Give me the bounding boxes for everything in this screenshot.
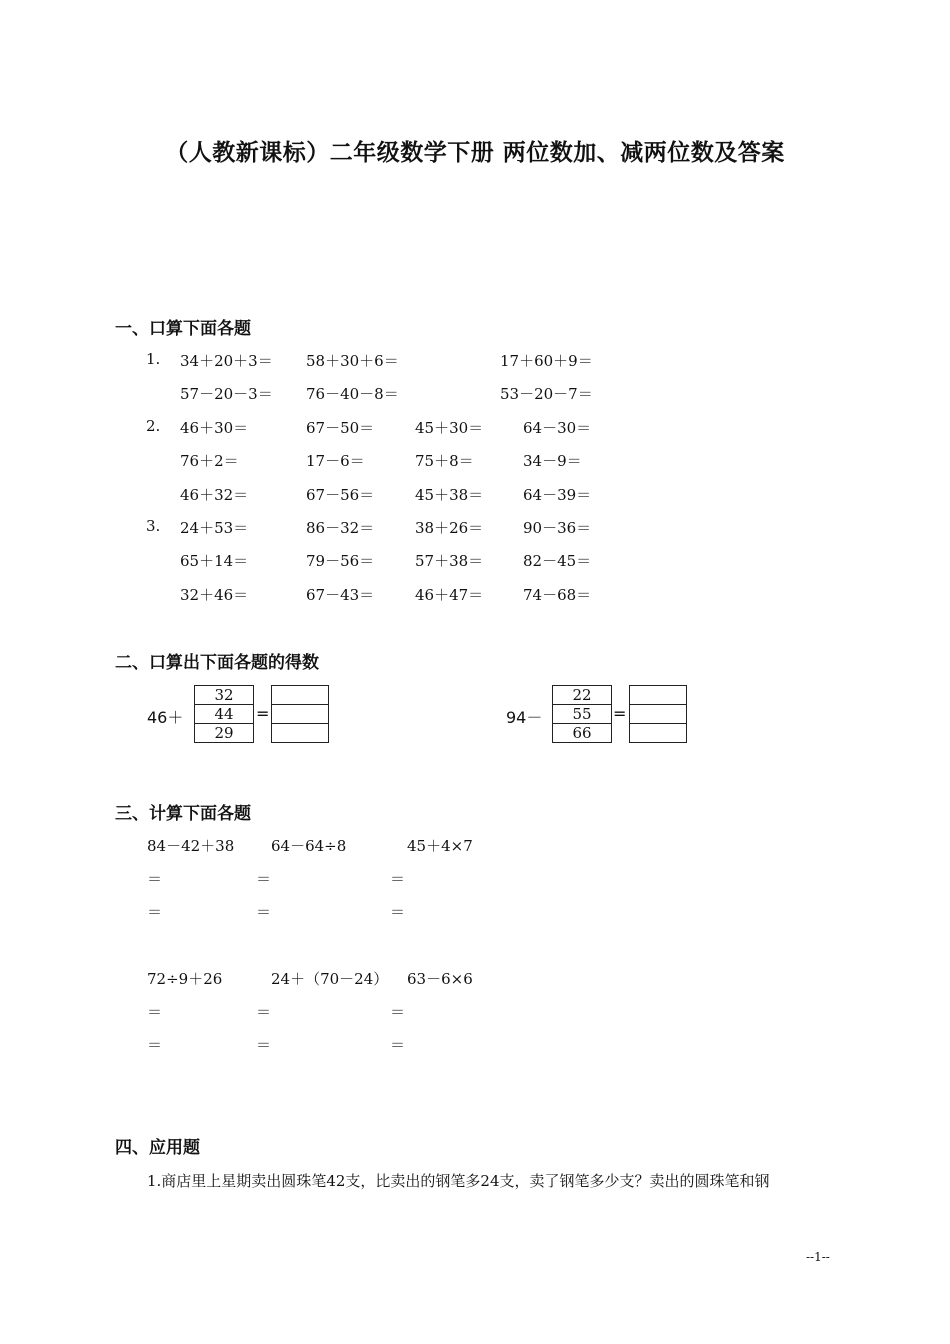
oral-problem: 46＋30＝	[180, 419, 249, 437]
right-answer-cell[interactable]	[630, 724, 686, 742]
oral-problem: 34＋20＋3＝	[180, 352, 273, 370]
oral-problem: 67－43＝	[306, 586, 375, 604]
page-title: （人教新课标）二年级数学下册 两位数加、减两位数及答案	[165, 140, 785, 166]
right-equals: =	[613, 704, 627, 723]
left-value: 44	[195, 705, 253, 724]
right-answer-cell[interactable]	[630, 705, 686, 724]
equals-step: ＝	[147, 1003, 163, 1021]
left-answer-cell[interactable]	[272, 705, 328, 724]
oral-problem: 17＋60＋9＝	[500, 352, 593, 370]
left-prefix: 46＋	[147, 708, 184, 727]
oral-problem: 76＋2＝	[180, 452, 239, 470]
equals-step: ＝	[256, 1003, 272, 1021]
left-answer-box[interactable]	[271, 685, 329, 743]
section-3-heading: 三、计算下面各题	[115, 804, 251, 824]
oral-problem: 45＋30＝	[415, 419, 484, 437]
oral-problem: 32＋46＝	[180, 586, 249, 604]
oral-problem: 45＋38＝	[415, 486, 484, 504]
equals-step: ＝	[390, 870, 406, 888]
oral-problem: 75＋8＝	[415, 452, 474, 470]
oral-problem: 38＋26＝	[415, 519, 484, 537]
expression: 45＋4×7	[407, 837, 473, 855]
problem-number: 1.	[146, 350, 161, 368]
oral-problem: 64－30＝	[523, 419, 592, 437]
right-answer-cell[interactable]	[630, 686, 686, 705]
oral-problem: 86－32＝	[306, 519, 375, 537]
oral-problem: 53－20－7＝	[500, 385, 593, 403]
equals-step: ＝	[390, 1036, 406, 1054]
oral-problem: 82－45＝	[523, 552, 592, 570]
equals-step: ＝	[147, 903, 163, 921]
right-value: 55	[553, 705, 611, 724]
right-value: 66	[572, 724, 592, 742]
oral-problem: 65＋14＝	[180, 552, 249, 570]
oral-problem: 24＋53＝	[180, 519, 249, 537]
oral-problem: 67－56＝	[306, 486, 375, 504]
expression: 72÷9＋26	[147, 970, 223, 988]
equals-step: ＝	[256, 903, 272, 921]
equals-step: ＝	[390, 903, 406, 921]
expression: 63－6×6	[407, 970, 473, 988]
left-answer-cell[interactable]	[272, 724, 328, 742]
right-prefix: 94－	[506, 708, 543, 727]
problem-number: 2.	[146, 417, 161, 435]
oral-problem: 46＋32＝	[180, 486, 249, 504]
right-answer-box[interactable]	[629, 685, 687, 743]
expression: 84－42＋38	[147, 837, 235, 855]
problem-number: 3.	[146, 517, 161, 535]
section-1-heading: 一、口算下面各题	[115, 319, 251, 339]
expression: 24＋（70－24）	[271, 970, 389, 988]
oral-problem: 57－20－3＝	[180, 385, 273, 403]
equals-step: ＝	[390, 1003, 406, 1021]
left-answer-cell[interactable]	[272, 686, 328, 705]
oral-problem: 64－39＝	[523, 486, 592, 504]
section-2-heading: 二、口算出下面各题的得数	[115, 653, 319, 673]
page-number: --1--	[806, 1250, 830, 1264]
oral-problem: 46＋47＝	[415, 586, 484, 604]
word-problem-1: 1.商店里上星期卖出圆珠笔42支，比卖出的钢笔多24支，卖了钢笔多少支？卖出的圆珠笔和钢	[147, 1172, 770, 1190]
oral-problem: 79－56＝	[306, 552, 375, 570]
oral-problem: 76－40－8＝	[306, 385, 399, 403]
equals-step: ＝	[147, 1036, 163, 1054]
equals-step: ＝	[147, 870, 163, 888]
left-values-box	[194, 685, 254, 743]
right-value: 22	[553, 686, 611, 705]
left-equals: =	[256, 704, 270, 723]
oral-problem: 67－50＝	[306, 419, 375, 437]
oral-problem: 90－36＝	[523, 519, 592, 537]
oral-problem: 17－6＝	[306, 452, 365, 470]
left-value: 29	[214, 724, 234, 742]
equals-step: ＝	[256, 1036, 272, 1054]
oral-problem: 74－68＝	[523, 586, 592, 604]
oral-problem: 58＋30＋6＝	[306, 352, 399, 370]
left-value: 32	[195, 686, 253, 705]
oral-problem: 34－9＝	[523, 452, 582, 470]
equals-step: ＝	[256, 870, 272, 888]
section-4-heading: 四、应用题	[115, 1138, 200, 1158]
expression: 64－64÷8	[271, 837, 347, 855]
right-values-box	[552, 685, 612, 743]
oral-problem: 57＋38＝	[415, 552, 484, 570]
